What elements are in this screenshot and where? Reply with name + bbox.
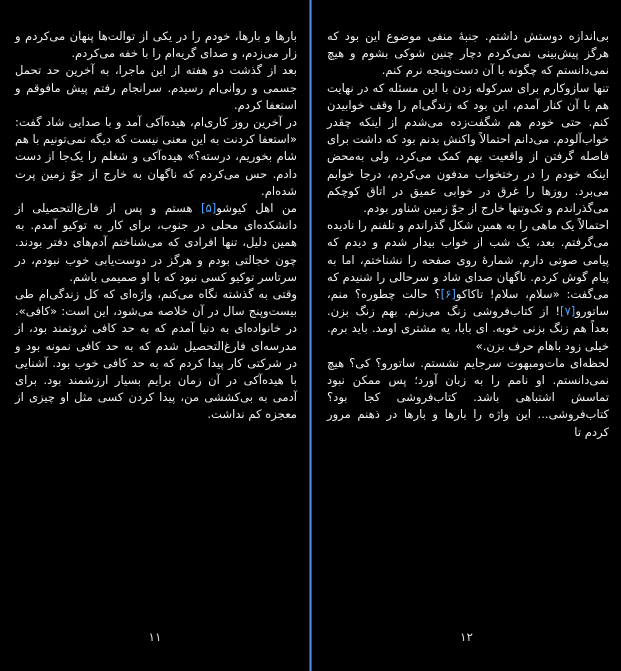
right-page-text [327, 28, 609, 441]
paragraph: تنها سازوکارم برای سرکوله زدن با این مسئله که در نهایت هم با آن کنار آمدم، این بود که زندگی‌ام را وقف خوابیدن کنم. حتی خودم هم شگفت‌زده می‌شدم از اینکه چقدر خواب‌آلودم. می‌دانم احتمالاً واکنش بدنم بود که داشت برای فاصله گرفتن از واقعیت بهم کمک می‌کرد، ولی به‌محض اینکه خودم را در رختخواب مدفون می‌کردم، درجا خوابم می‌برد. روزها را غرق در خوابی عمیق در اتاق کوچکم می‌گذراندم و تک‌وتنها خارج از جوّ زمین شناور بودم. [327, 80, 609, 216]
footnote-link[interactable]: [۷] [560, 304, 576, 319]
paragraph: لحظه‌ای مات‌ومبهوت سرجایم نشستم. ساتورو؟ کی؟ هیچ نمی‌دانستم. او نامم را به زبان آورد؛ پس ممکن نبود تماسش اشتباهی باشد. کتاب‌فروشی کجا بود؟ کتاب‌فروشی... این واژه را بارها و بارها در ذهنم مرور کردم تا [327, 355, 609, 439]
paragraph: بارها و بارها، خودم را در یکی از توالت‌ها پنهان می‌کردم و زار می‌زدم، و صدای گریه‌ام را با خفه می‌کردم. [15, 29, 297, 61]
paragraph: بی‌اندازه دوستش داشتم. جنبهٔ منفی موضوع این بود که هرگز پیش‌بینی نمی‌کردم دچار چنین شوکی بشوم و هیچ نمی‌دانستم که چگونه با آن دست‌وپنجه نرم کنم. [327, 29, 609, 78]
left-page-text [15, 28, 297, 424]
page-number: ۱۱ [148, 630, 162, 644]
page-number: ۱۲ [460, 630, 473, 644]
footnote-link[interactable]: [۵] [200, 201, 217, 216]
paragraph: وقتی به گذشته نگاه می‌کنم، واژه‌ای که کل زندگی‌ام طی بیست‌وپنج سال در آن خلاصه می‌شود، این است: «کافی». در خانواده‌ای به دنیا آمدم که به حد کافی ثروتمند بود، از مدرسه‌ای فارغ‌التحصیل شدم که به حد کافی نمونه بود و در شرکتی کار پیدا کردم که به حد کافی خوب بود. آشنایی با هیده‌آکی در آن زمان برایم بسیار ارزشمند بود. برای آدمی به بی‌کششی من، پیدا کردن کسی مثل او چیزی از معجزه کم نداشت. [15, 287, 297, 422]
footnote-link[interactable]: [۶] [440, 287, 456, 302]
right-page [312, 0, 621, 671]
paragraph: در آخرین روز کاری‌ام، هیده‌آکی آمد و با صدایی شاد گفت: «استعفا کردنت به این معنی نیست که دیگه نمی‌تونیم با هم شام بخوریم، درسته؟» هیده‌آکی و شغلم را یک‌جا از دست دادم. حس می‌کردم که ناگهان به خارج از جوّ زمین پرت شده‌ام. [15, 115, 297, 198]
left-page [0, 0, 310, 671]
paragraph: من اهل کیوشو[۵] هستم و پس از فارغ‌التحصیلی از دانشکده‌ای محلی در جنوب، برای کار به توکیو آمدم. به همین دلیل، تنها افرادی که می‌شناختم آدم‌های دفتر بودند. چون خجالتی بودم و هرگز در دوست‌یابی خوب نبودم، در سرتاسر توکیو کسی نبود که با او صمیمی باشم. [15, 201, 297, 284]
paragraph: بعد از گذشت دو هفته از این ماجرا، به آخرین حد تحمل جسمی و روانی‌ام رسیدم. سرانجام رفتم پیش مافوقم و استعفا کردم. [15, 63, 297, 112]
paragraph: احتمالاً یک ماهی را به همین شکل گذراندم و تلفنم را نادیده می‌گرفتم. بعد، یک شب از خواب بیدار شدم و دیدم که پیامی صوتی دارم. شمارهٔ روی صفحه را نشناختم، اما به پیام گوش کردم. ناگهان صدای شاد و سرحالی را شنیدم که می‌گفت: «سلام، سلام! تاکاکو[۶]؟ حالت چطوره؟ منم، ساتورو[۷]! از کتاب‌فروشی زنگ می‌زنم. بهم زنگ بزن. بعداً هم زنگ بزنی خوبه. ای بابا، یه مشتری اومد. باید برم. خیلی زود باهام حرف بزن.» [327, 218, 609, 353]
